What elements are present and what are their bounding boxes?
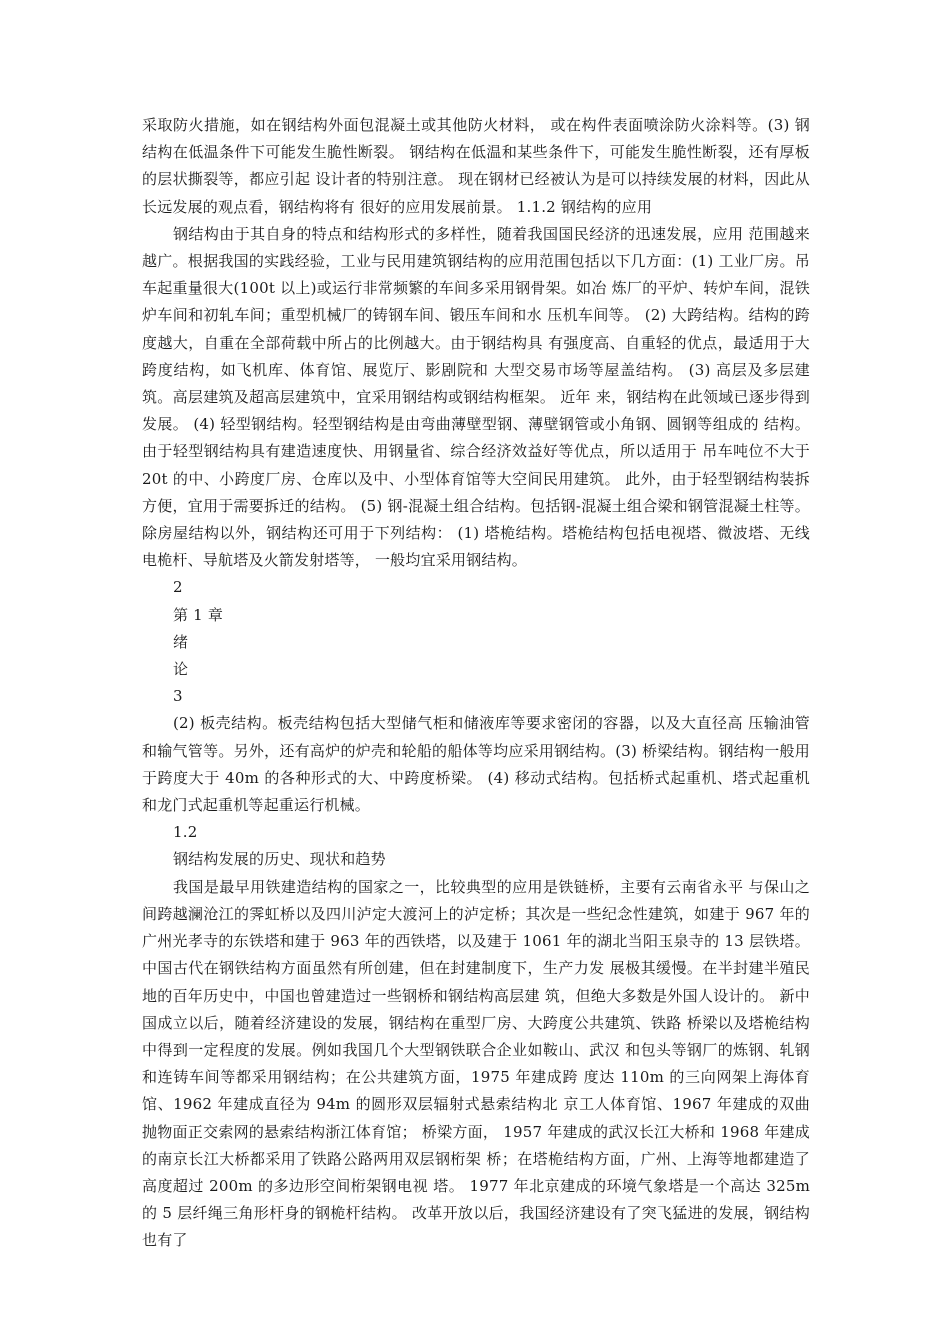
- paragraph-other-structures: (2) 板壳结构。板壳结构包括大型储气柜和储液库等要求密闭的容器，以及大直径高 压输油管和输气管等。另外，还有高炉的炉壳和轮船的船体等均应采用钢结构。(3) 桥梁结构。钢结构一般用于跨度大于 40m 的各种形式的大、中跨度桥梁。 (4) 移动式结构。包括桥式起重机、塔式起重机和龙门式起重机等起重运行机械。: [142, 714, 810, 815]
- paragraph-applications: 钢结构由于其自身的特点和结构形式的多样性，随着我国国民经济的迅速发展，应用 范围越来越广。根据我国的实践经验，工业与民用建筑钢结构的应用范围包括以下几方面：(1) 工业厂房。吊车起重量很大(100t 以上)或运行非常频繁的车间多采用钢骨架。如冶 炼厂的平炉、转炉车间，混铁炉车间和初轧车间；重型机械厂的铸钢车间、锻压车间和水 压机车间等。 (2) 大跨结构。结构的跨度越大，自重在全部荷载中所占的比例越大。由于钢结构具 有强度高、自重轻的优点，最适用于大跨度结构，如飞机库、体育馆、展览厅、影剧院和 大型交易市场等屋盖结构。 (3) 高层及多层建筑。高层建筑及超高层建筑中，宜采用钢结构或钢结构框架。 近年 来，钢结构在此领域已逐步得到发展。 (4) 轻型钢结构。轻型钢结构是由弯曲薄壁型钢、薄壁钢管或小角钢、圆钢等组成的 结构。由于轻型钢结构具有建造速度快、用钢量省、综合经济效益好等优点，所以适用于 吊车吨位不大于 20t 的中、小跨度厂房、仓库以及中、小型体育馆等大空间民用建筑。 此外，由于轻型钢结构装拆方便，宜用于需要拆迁的结构。 (5) 钢-混凝土组合结构。包括钢-混凝土组合梁和钢管混凝土柱等。 除房屋结构以外，钢结构还可用于下列结构： (1) 塔桅结构。塔桅结构包括电视塔、微波塔、无线电桅杆、导航塔及火箭发射塔等， 一般均宜采用钢结构。: [142, 224, 810, 570]
- chapter-label: 第 1 章: [173, 605, 224, 624]
- page-number: 3: [173, 687, 183, 706]
- section-title: 钢结构发展的历史、现状和趋势: [173, 850, 386, 869]
- paragraph-history: 我国是最早用铁建造结构的国家之一，比较典型的应用是铁链桥，主要有云南省永平 与保山之间跨越澜沧江的霁虹桥以及四川泸定大渡河上的泸定桥；其次是一些纪念性建筑，如建于 967 年的广州光孝寺的东铁塔和建于 963 年的西铁塔，以及建于 1061 年的湖北当阳玉泉寺的 13 层铁塔。中国古代在钢铁结构方面虽然有所创建，但在封建制度下，生产力发 展极其缓慢。在半封建半殖民地的百年历史中，中国也曾建造过一些钢桥和钢结构高层建 筑，但绝大多数是外国人设计的。 新中国成立以后，随着经济建设的发展，钢结构在重型厂房、大跨度公共建筑、铁路 桥梁以及塔桅结构中得到一定程度的发展。例如我国几个大型钢铁联合企业如鞍山、武汉 和包头等钢厂的炼钢、轧钢和连铸车间等都采用钢结构；在公共建筑方面，1975 年建成跨 度达 110m 的三向网架上海体育馆、1962 年建成直径为 94m 的圆形双层辐射式悬索结构北 京工人体育馆、1967 年建成的双曲抛物面正交索网的悬索结构浙江体育馆； 桥梁方面， 1957 年建成的武汉长江大桥和 1968 年建成的南京长江大桥都采用了铁路公路两用双层钢桁架 桥；在塔桅结构方面，广州、上海等地都建造了高度超过 200m 的多边形空间桁架钢电视 塔。 1977 年北京建成的环境气象塔是一个高达 325m 的 5 层纤绳三角形杆身的钢桅杆结构。 改革开放以后，我国经济建设有了突飞猛进的发展，钢结构也有了: [142, 877, 810, 1250]
- paragraph-fire-and-brittleness: 采取防火措施，如在钢结构外面包混凝土或其他防火材料， 或在构件表面喷涂防火涂料等。(3) 钢结构在低温条件下可能发生脆性断裂。 钢结构在低温和某些条件下，可能发生脆性断裂，还有厚板的层状撕裂等，都应引起 设计者的特别注意。 现在钢材已经被认为是可以持续发展的材料，因此从长远发展的观点看，钢结构将有 很好的应用发展前景。 1.1.2 钢结构的应用: [142, 116, 810, 216]
- section-number: 1.2: [173, 823, 198, 842]
- page-number: 2: [173, 578, 183, 597]
- chapter-title-char: 绪: [173, 632, 189, 651]
- chapter-title-char: 论: [173, 660, 189, 679]
- page-content: [142, 112, 810, 1255]
